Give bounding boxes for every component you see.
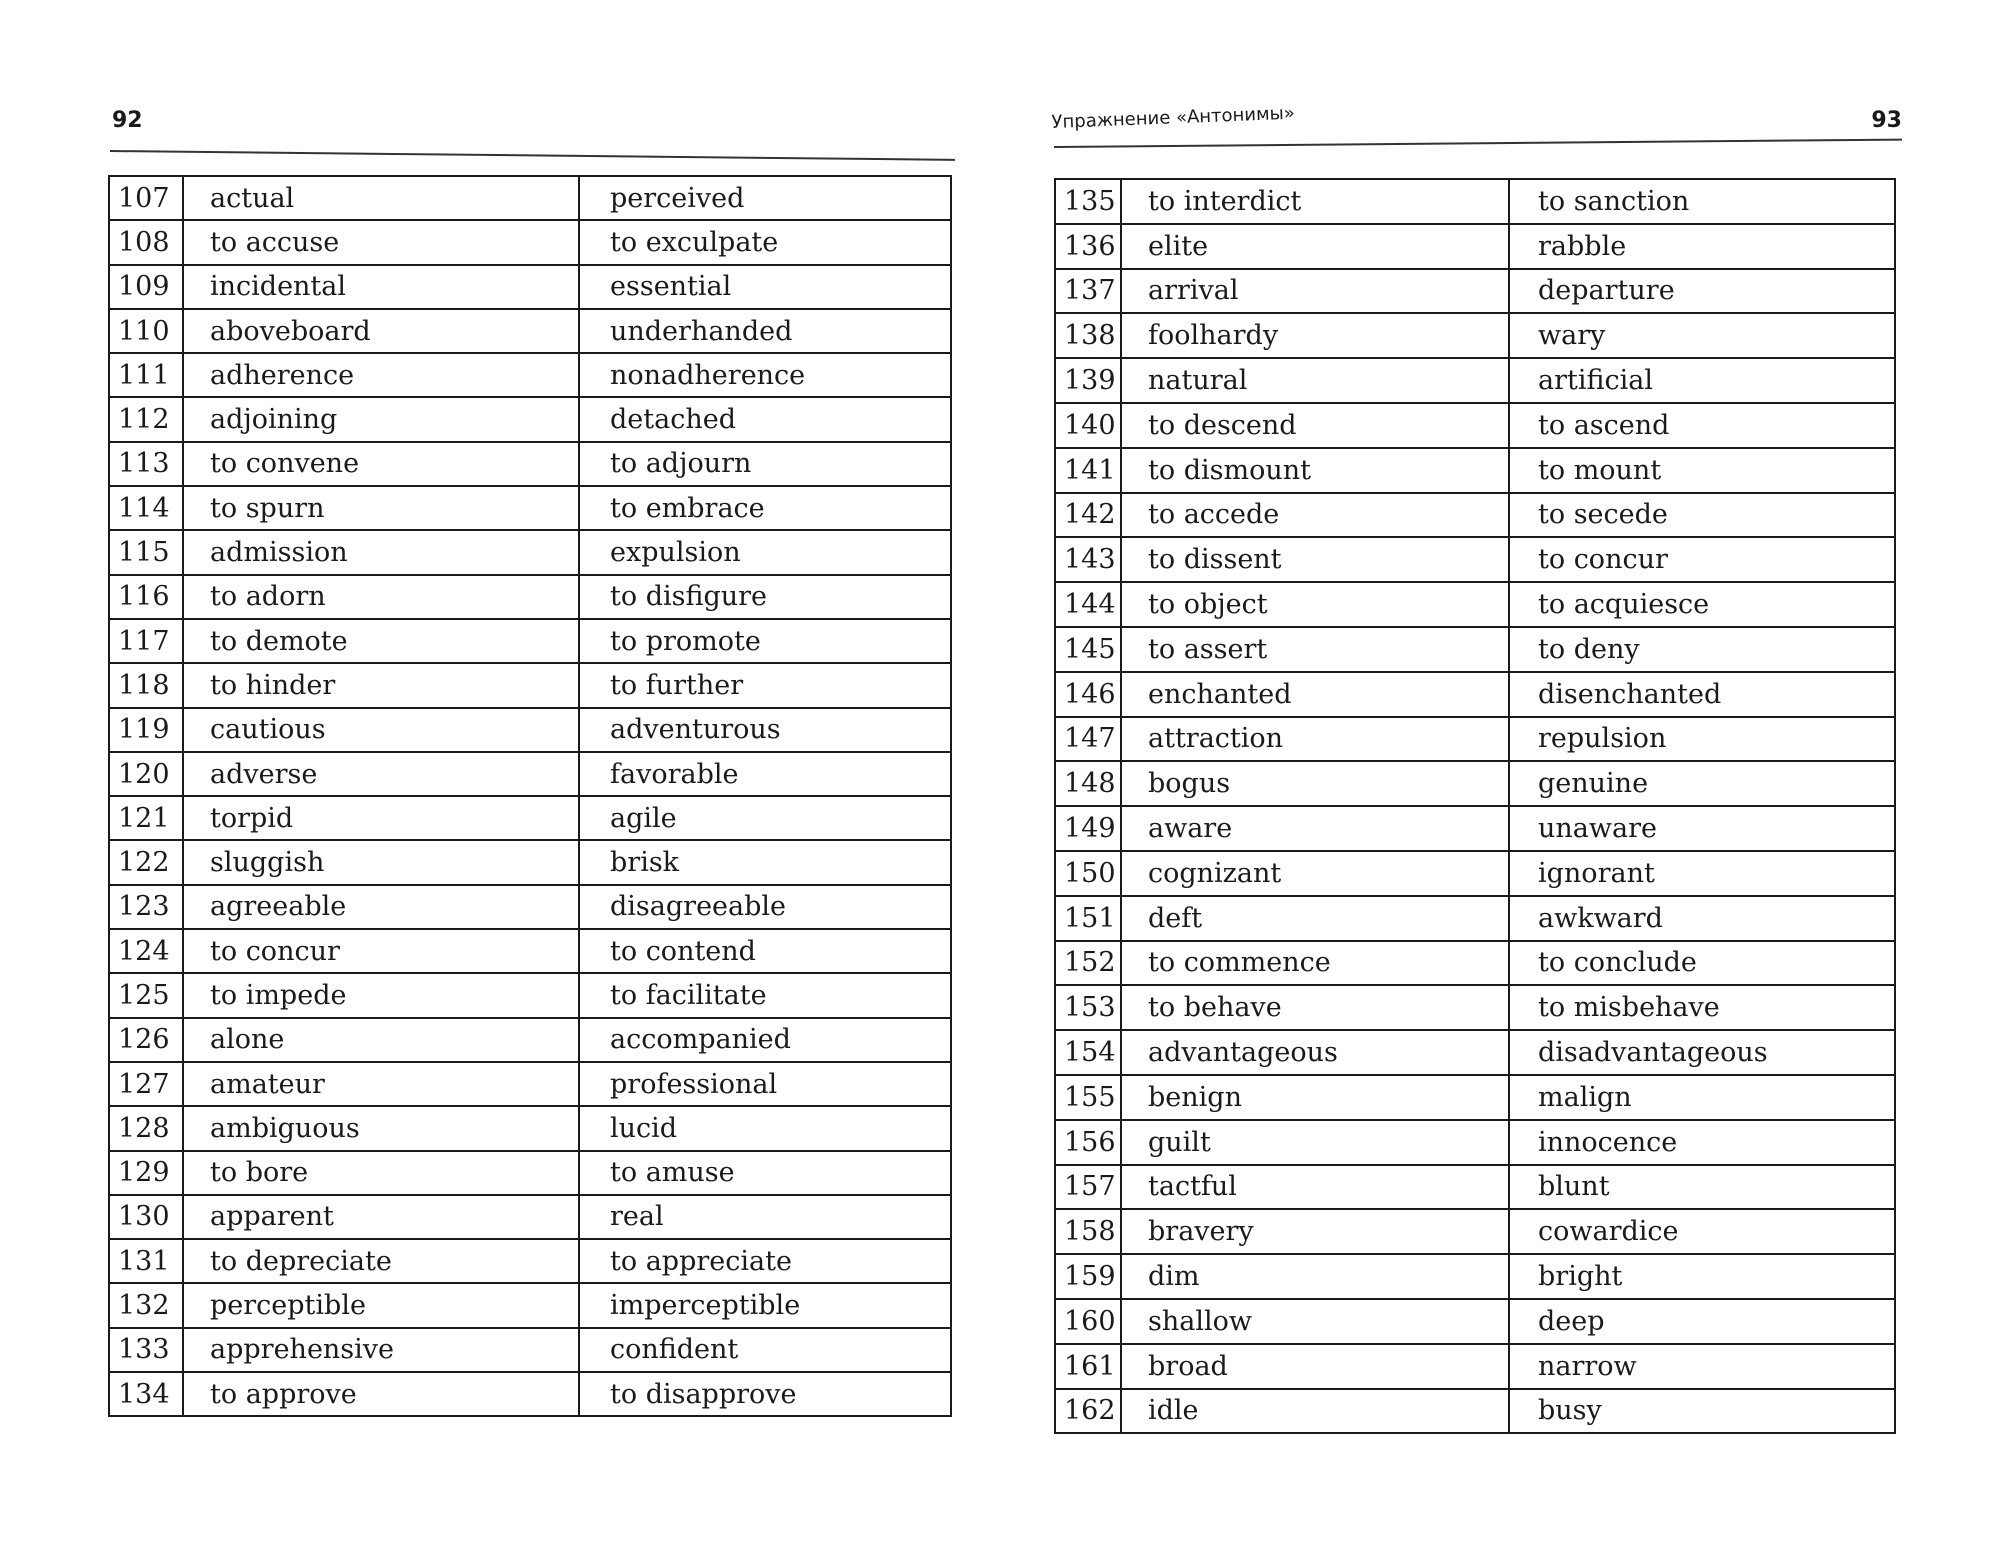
word-cell: benign [1121,1075,1509,1120]
header-rule [1054,139,1902,148]
table-row [109,663,951,707]
word-cell: broad [1121,1344,1509,1389]
row-number: 114 [109,486,183,530]
row-number: 162 [1055,1389,1121,1434]
antonym-cell: deep [1509,1299,1895,1344]
word-cell: to approve [183,1372,579,1416]
word-cell: to bore [183,1151,579,1195]
table-row [109,885,951,929]
row-number: 154 [1055,1030,1121,1075]
row-number: 145 [1055,627,1121,672]
antonym-cell: to acquiesce [1509,582,1895,627]
word-cell: admission [183,530,579,574]
antonym-cell: genuine [1509,761,1895,806]
table-row [1055,896,1895,941]
table-row [109,265,951,309]
antonym-cell: adventurous [579,708,951,752]
row-number: 155 [1055,1075,1121,1120]
word-cell: actual [183,176,579,220]
antonym-cell: imperceptible [579,1283,951,1327]
table-row [109,1106,951,1150]
table-row [109,708,951,752]
row-number: 133 [109,1328,183,1372]
word-cell: natural [1121,358,1509,403]
row-number: 113 [109,442,183,486]
table-row [109,442,951,486]
word-cell: to descend [1121,403,1509,448]
row-number: 158 [1055,1209,1121,1254]
table-row [1055,1299,1895,1344]
antonym-cell: to sanction [1509,179,1895,224]
word-cell: dim [1121,1254,1509,1299]
antonym-cell: to conclude [1509,941,1895,986]
header-rule [110,150,955,161]
row-number: 153 [1055,985,1121,1030]
word-cell: enchanted [1121,672,1509,717]
word-cell: to convene [183,442,579,486]
table-row [109,752,951,796]
antonym-cell: artificial [1509,358,1895,403]
antonym-cell: to contend [579,929,951,973]
row-number: 125 [109,973,183,1017]
table-row [1055,269,1895,314]
antonym-cell: disenchanted [1509,672,1895,717]
table-row [109,840,951,884]
word-cell: to dismount [1121,448,1509,493]
word-cell: attraction [1121,717,1509,762]
table-row [1055,582,1895,627]
table-row [1055,1344,1895,1389]
table-row [109,1151,951,1195]
word-cell: ambiguous [183,1106,579,1150]
table-row [1055,1030,1895,1075]
table-row [1055,313,1895,358]
antonym-cell: to promote [579,619,951,663]
antonym-cell: professional [579,1062,951,1106]
row-number: 128 [109,1106,183,1150]
word-cell: cognizant [1121,851,1509,896]
word-cell: aboveboard [183,309,579,353]
antonyms-table [1054,178,1896,1434]
word-cell: to interdict [1121,179,1509,224]
table-row [1055,627,1895,672]
antonym-cell: real [579,1195,951,1239]
row-number: 129 [109,1151,183,1195]
word-cell: to accuse [183,220,579,264]
table-row [1055,493,1895,538]
row-number: 109 [109,265,183,309]
table-row [109,1239,951,1283]
table-row [109,1328,951,1372]
table-row [1055,1254,1895,1299]
word-cell: apparent [183,1195,579,1239]
row-number: 151 [1055,896,1121,941]
antonym-cell: awkward [1509,896,1895,941]
right-page [1000,0,2000,1561]
row-number: 123 [109,885,183,929]
antonym-cell: to deny [1509,627,1895,672]
word-cell: shallow [1121,1299,1509,1344]
row-number: 137 [1055,269,1121,314]
row-number: 139 [1055,358,1121,403]
word-cell: to concur [183,929,579,973]
word-cell: perceptible [183,1283,579,1327]
antonym-cell: rabble [1509,224,1895,269]
antonym-cell: repulsion [1509,717,1895,762]
word-cell: to object [1121,582,1509,627]
table-row [109,397,951,441]
row-number: 134 [109,1372,183,1416]
word-cell: cautious [183,708,579,752]
table-row [109,575,951,619]
table-row [1055,851,1895,896]
word-cell: aware [1121,806,1509,851]
table-row [1055,1075,1895,1120]
table-body [109,176,951,1416]
page-number: 92 [112,108,143,133]
word-cell: incidental [183,265,579,309]
row-number: 116 [109,575,183,619]
word-cell: to hinder [183,663,579,707]
table-row [109,309,951,353]
word-cell: adverse [183,752,579,796]
antonym-cell: to embrace [579,486,951,530]
antonym-cell: to secede [1509,493,1895,538]
table-row [1055,403,1895,448]
row-number: 118 [109,663,183,707]
row-number: 119 [109,708,183,752]
word-cell: guilt [1121,1120,1509,1165]
table-row [1055,1209,1895,1254]
row-number: 136 [1055,224,1121,269]
antonym-cell: to concur [1509,537,1895,582]
table-row [109,1018,951,1062]
antonym-cell: to exculpate [579,220,951,264]
row-number: 131 [109,1239,183,1283]
page-number: 93 [1871,108,1902,133]
table-row [109,1195,951,1239]
table-row [109,973,951,1017]
antonym-cell: to adjourn [579,442,951,486]
antonym-cell: to misbehave [1509,985,1895,1030]
word-cell: tactful [1121,1165,1509,1210]
word-cell: to spurn [183,486,579,530]
antonym-cell: perceived [579,176,951,220]
antonym-cell: wary [1509,313,1895,358]
row-number: 141 [1055,448,1121,493]
antonym-cell: busy [1509,1389,1895,1434]
antonym-cell: lucid [579,1106,951,1150]
table-row [109,1062,951,1106]
table-row [109,1372,951,1416]
row-number: 135 [1055,179,1121,224]
row-number: 146 [1055,672,1121,717]
antonym-cell: essential [579,265,951,309]
word-cell: to demote [183,619,579,663]
word-cell: deft [1121,896,1509,941]
antonym-cell: to appreciate [579,1239,951,1283]
word-cell: torpid [183,796,579,840]
row-number: 143 [1055,537,1121,582]
table-row [109,176,951,220]
table-row [1055,941,1895,986]
antonym-cell: to amuse [579,1151,951,1195]
table-row [1055,358,1895,403]
word-cell: sluggish [183,840,579,884]
table-row [1055,1120,1895,1165]
antonym-cell: confident [579,1328,951,1372]
row-number: 122 [109,840,183,884]
table-row [109,929,951,973]
word-cell: bravery [1121,1209,1509,1254]
word-cell: to assert [1121,627,1509,672]
row-number: 117 [109,619,183,663]
row-number: 130 [109,1195,183,1239]
word-cell: to behave [1121,985,1509,1030]
table-row [1055,1165,1895,1210]
table-row [1055,1389,1895,1434]
word-cell: elite [1121,224,1509,269]
word-cell: apprehensive [183,1328,579,1372]
table-row [109,486,951,530]
row-number: 126 [109,1018,183,1062]
running-head: Упражнение «Антонимы» [1051,102,1296,133]
antonym-cell: expulsion [579,530,951,574]
row-number: 161 [1055,1344,1121,1389]
word-cell: amateur [183,1062,579,1106]
word-cell: to depreciate [183,1239,579,1283]
row-number: 159 [1055,1254,1121,1299]
table-row [1055,224,1895,269]
antonym-cell: disadvantageous [1509,1030,1895,1075]
antonym-cell: to ascend [1509,403,1895,448]
word-cell: to accede [1121,493,1509,538]
table-row [109,1283,951,1327]
antonym-cell: brisk [579,840,951,884]
row-number: 120 [109,752,183,796]
table-row [109,353,951,397]
row-number: 110 [109,309,183,353]
antonym-cell: blunt [1509,1165,1895,1210]
row-number: 142 [1055,493,1121,538]
antonym-cell: to mount [1509,448,1895,493]
antonym-cell: to disfigure [579,575,951,619]
antonym-cell: narrow [1509,1344,1895,1389]
table-row [109,619,951,663]
row-number: 127 [109,1062,183,1106]
word-cell: advantageous [1121,1030,1509,1075]
word-cell: idle [1121,1389,1509,1434]
antonym-cell: bright [1509,1254,1895,1299]
row-number: 144 [1055,582,1121,627]
word-cell: agreeable [183,885,579,929]
table-row [1055,985,1895,1030]
row-number: 152 [1055,941,1121,986]
antonym-cell: unaware [1509,806,1895,851]
row-number: 121 [109,796,183,840]
antonym-cell: detached [579,397,951,441]
row-number: 112 [109,397,183,441]
row-number: 156 [1055,1120,1121,1165]
word-cell: bogus [1121,761,1509,806]
antonym-cell: to further [579,663,951,707]
table-row [1055,448,1895,493]
row-number: 132 [109,1283,183,1327]
row-number: 111 [109,353,183,397]
row-number: 107 [109,176,183,220]
word-cell: to dissent [1121,537,1509,582]
antonym-cell: accompanied [579,1018,951,1062]
table-row [109,796,951,840]
row-number: 115 [109,530,183,574]
antonym-cell: underhanded [579,309,951,353]
word-cell: to impede [183,973,579,1017]
word-cell: adherence [183,353,579,397]
antonym-cell: nonadherence [579,353,951,397]
word-cell: to adorn [183,575,579,619]
antonym-cell: agile [579,796,951,840]
table-row [1055,537,1895,582]
antonym-cell: malign [1509,1075,1895,1120]
antonym-cell: innocence [1509,1120,1895,1165]
row-number: 160 [1055,1299,1121,1344]
word-cell: to commence [1121,941,1509,986]
antonym-cell: ignorant [1509,851,1895,896]
table-row [1055,672,1895,717]
antonym-cell: departure [1509,269,1895,314]
antonym-cell: disagreeable [579,885,951,929]
table-row [1055,761,1895,806]
table-row [109,530,951,574]
antonym-cell: to facilitate [579,973,951,1017]
table-row [109,220,951,264]
word-cell: adjoining [183,397,579,441]
row-number: 140 [1055,403,1121,448]
row-number: 147 [1055,717,1121,762]
table-body [1055,179,1895,1433]
antonym-cell: to disapprove [579,1372,951,1416]
table-row [1055,179,1895,224]
row-number: 108 [109,220,183,264]
table-row [1055,806,1895,851]
table-row [1055,717,1895,762]
word-cell: alone [183,1018,579,1062]
row-number: 124 [109,929,183,973]
row-number: 157 [1055,1165,1121,1210]
antonyms-table [108,175,952,1417]
row-number: 148 [1055,761,1121,806]
antonym-cell: favorable [579,752,951,796]
row-number: 150 [1055,851,1121,896]
word-cell: foolhardy [1121,313,1509,358]
row-number: 138 [1055,313,1121,358]
antonym-cell: cowardice [1509,1209,1895,1254]
word-cell: arrival [1121,269,1509,314]
row-number: 149 [1055,806,1121,851]
